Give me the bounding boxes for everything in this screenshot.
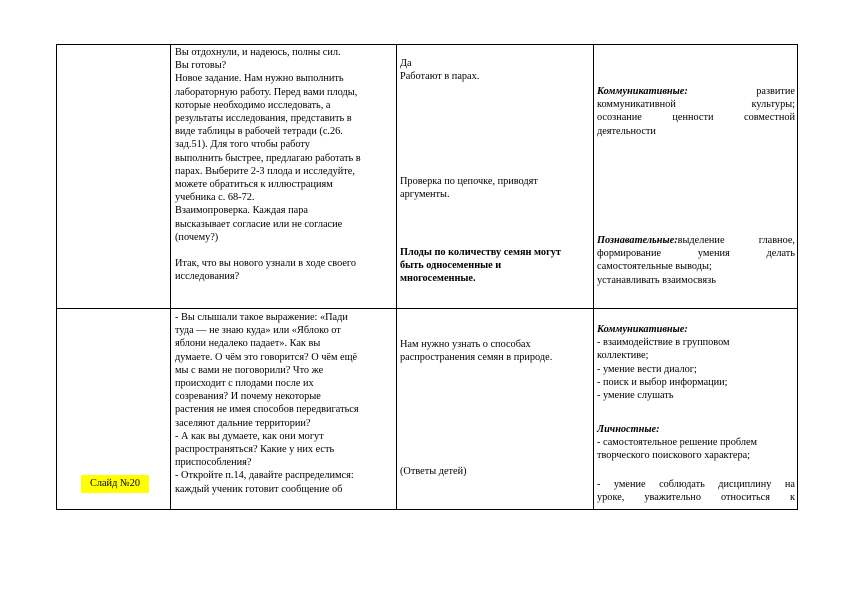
blank-line [175,244,368,257]
uud-line: устанавливать взаимосвязь [597,274,716,286]
text-line: приспособления? [175,457,252,469]
text-line: Нам нужно узнать о способах [400,339,531,350]
uud-line: - самостоятельное решение проблем [597,437,758,449]
student-activity-b [397,175,588,201]
uud-line: творческого поискового характера; [597,450,751,462]
teacher-activity-row1 [171,45,371,284]
text-line: распространения семян в природе. [400,352,553,364]
text-line: можете обратиться к иллюстрациям [175,179,333,191]
text-line: Итак, что вы нового узнали в ходе своего [175,258,357,270]
uud-line: - умение вести диалог; [597,363,697,375]
text-line: парах. Выберите 2-3 плода и исследуйте, [175,165,355,177]
uud-line: - умение слушать [597,390,674,402]
text-line: - Откройте п.14, давайте распределимся: [175,470,354,482]
text-line: заселяют дальние территории? [175,417,311,429]
text-line: происходит с плодами после их [175,378,314,390]
text-line: исследования? [175,271,240,283]
text-line: - А как вы думаете, как они могут [175,430,324,442]
student-activity-row2-b [397,465,588,478]
uud-line: - умение соблюдать дисциплину на [597,479,795,490]
lesson-table [56,44,798,510]
slide-label: Слайд №20 [81,475,149,493]
uud-title: Коммуникативные: [597,324,688,335]
uud-line: Познавательные:выделение главное, [597,235,795,246]
uud-line: самостоятельные выводы; [597,261,712,273]
text-line: мы с вами не поговорили? Что же [175,364,324,376]
text-line: распространяться? Какие у них есть [175,444,335,456]
uud-title: Личностные: [597,424,660,435]
uud-line: Коммуникативные: развитие [597,86,795,97]
text-line: (Ответы детей) [400,466,467,477]
text-line: учебника с. 68-72. [175,192,255,204]
text-line: думаете. О чём это говорится? О чём ещё [175,351,358,363]
text-line: быть односеменные и [400,260,502,272]
text-line: Взаимопроверка. Каждая пара [175,205,308,217]
text-line: - Вы слышали такое выражение: «Пади [175,312,348,323]
uud-line: - взаимодействие в групповом [597,337,730,349]
uud-line: формирование умения делать [597,248,795,260]
text-line: (почему?) [175,231,219,243]
text-line: яблони недалеко падает». Как вы [175,338,321,350]
text-line: каждый ученик готовит сообщение об [175,483,343,495]
row-divider [57,308,797,309]
text-line: лабораторную работу. Перед вами плоды, [175,86,358,98]
student-activity-row2-a [397,338,588,364]
text-line: высказывает согласие или не согласие [175,218,343,230]
text-line: Плоды по количеству семян могут [400,247,561,258]
uud-line: осознание ценности совместной [597,112,795,124]
text-line: Новое задание. Нам нужно выполнить [175,73,344,85]
uud-line: коллективе; [597,350,649,362]
uud-communicative-row2 [594,323,797,402]
text-line: виде таблицы в рабочей тетради (с.26. [175,126,343,138]
uud-discipline-row2 [594,478,797,504]
uud-line: коммуникативной культуры; [597,99,795,111]
text-line: созревания? И почему некоторые [175,391,321,403]
teacher-activity-row2 [171,310,371,496]
uud-personal-row2 [594,423,797,463]
uud-line: - поиск и выбор информации; [597,376,728,388]
uud-communicative-row1 [594,85,797,138]
student-activity-a [397,57,588,83]
text-line: Проверка по цепочке, приводят [400,176,538,187]
uud-line: уроке, уважительно относиться к [597,492,795,504]
uud-title: Коммуникативные: [597,86,688,97]
uud-cognitive-row1 [594,234,797,287]
uud-line: деятельности [597,125,656,137]
uud-title: Познавательные: [597,235,678,246]
text-line: Работают в парах. [400,71,480,83]
text-line: Вы готовы? [175,60,227,72]
text-line: аргументы. [400,189,450,201]
student-activity-c [397,246,588,286]
text-line: растения не имея способов передвигаться [175,404,359,416]
text-line: зад.51). Для того чтобы работу [175,139,310,151]
text-line: Да [400,58,412,69]
text-line: выполнить быстрее, предлагаю работать в [175,152,361,164]
text-line: которые необходимо исследовать, а [175,99,331,111]
text-line: Вы отдохнули, и надеюсь, полны сил. [175,47,341,58]
text-line: туда — не знаю куда» или «Яблоко от [175,325,341,337]
text-line: многосеменные. [400,273,476,285]
text-line: результаты исследования, представить в [175,113,352,125]
